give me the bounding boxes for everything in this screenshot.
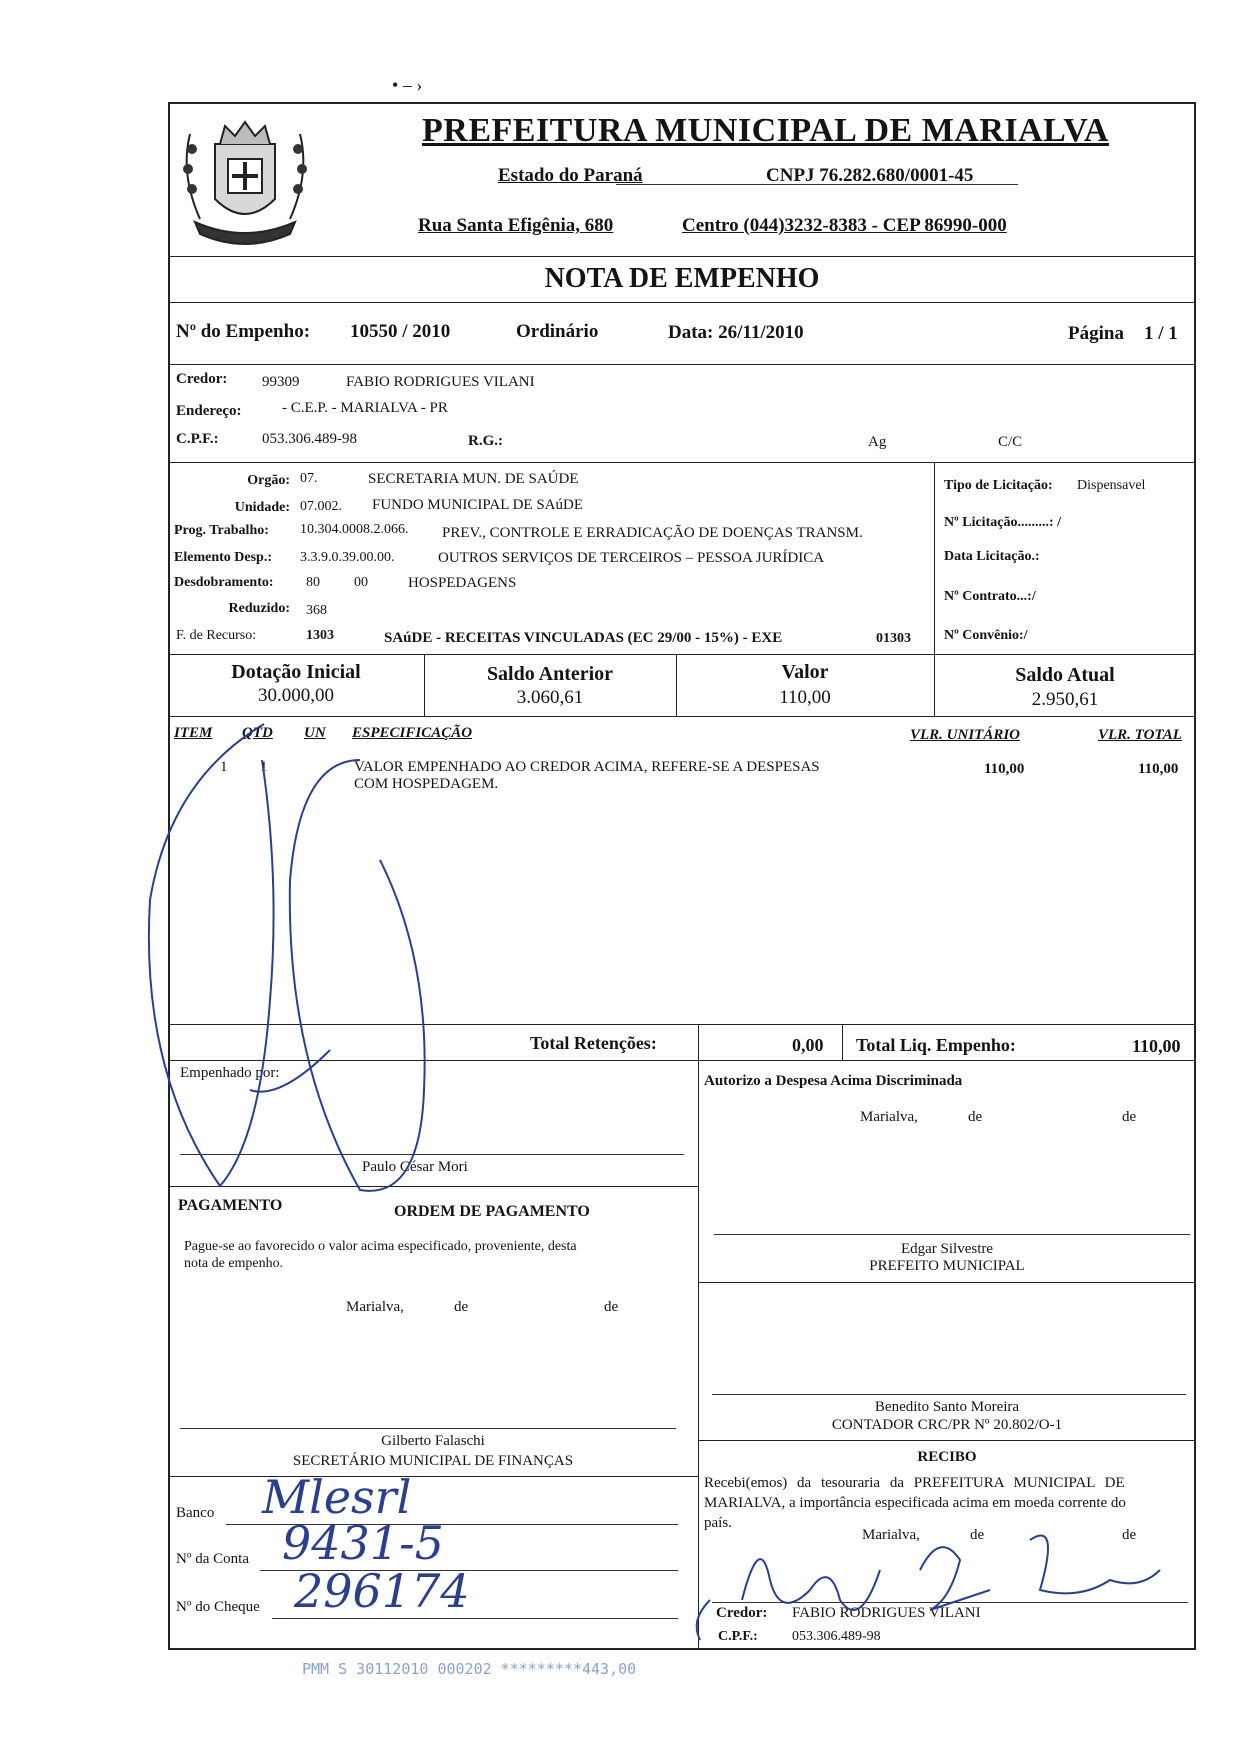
recibo-de1: de: [970, 1527, 985, 1543]
row-item: 1: [220, 759, 228, 775]
page-value: 1 / 1: [1144, 323, 1178, 344]
cc-label: C/C: [998, 434, 1023, 450]
ag-label: Ag: [868, 434, 887, 450]
unidade-label: Unidade:: [234, 500, 290, 515]
ordem-pagamento-label: ORDEM DE PAGAMENTO: [394, 1203, 590, 1220]
tipo-licitacao-value: Dispensavel: [1077, 478, 1146, 493]
numero-contrato: Nº Contrato...:/: [944, 589, 1036, 604]
recibo-text-line1: Recebi(emos) da tesouraria da PREFEITURA MUNICIPAL DE: [704, 1475, 1125, 1491]
numero-licitacao: Nº Licitação.........: /: [944, 515, 1061, 530]
col-qtd: QTD: [242, 725, 273, 741]
liquido-value: 110,00: [1132, 1036, 1181, 1056]
recibo-de2: de: [1122, 1527, 1137, 1543]
recibo-credor-name: FABIO RODRIGUES VILANI: [792, 1605, 981, 1621]
row-total-value: 110,00: [1138, 761, 1179, 777]
dotacao-value: 30.000,00: [258, 685, 334, 706]
prefeito-name: Edgar Silvestre: [900, 1241, 994, 1257]
col-vlr-total: VLR. TOTAL: [1098, 727, 1182, 743]
contador-role: CONTADOR CRC/PR Nº 20.802/O-1: [831, 1417, 1063, 1433]
credor-label: Credor:: [176, 371, 228, 387]
recibo-text-line3: país.: [704, 1515, 732, 1531]
credor-code: 99309: [262, 374, 300, 390]
fonte-number: 01303: [876, 631, 911, 646]
row-qtd: 1: [260, 759, 268, 775]
retencoes-label: Total Retenções:: [530, 1033, 657, 1053]
recibo-cpf-label: C.P.F.:: [718, 1629, 758, 1644]
prog-name: PREV., CONTROLE E ERRADICAÇÃO DE DOENÇAS TRANSM.: [442, 525, 863, 541]
unidade-name: FUNDO MUNICIPAL DE SAúDE: [372, 497, 583, 513]
bank-stamp: PMM S 30112010 000202 *********443,00: [302, 1660, 637, 1678]
prefeito-role: PREFEITO MUNICIPAL: [869, 1258, 1025, 1274]
empenho-number: 10550 / 2010: [350, 321, 451, 342]
recibo-city: Marialva,: [862, 1527, 920, 1543]
autorizo-label: Autorizo a Despesa Acima Discriminada: [704, 1073, 963, 1089]
cheque-handwritten: 296174: [294, 1564, 470, 1618]
valor-value: 110,00: [779, 687, 831, 708]
empenho-date: Data: 26/11/2010: [668, 322, 804, 343]
conta-label: Nº da Conta: [176, 1551, 249, 1567]
prog-code: 10.304.0008.2.066.: [300, 522, 409, 537]
dotacao-label: Dotação Inicial: [231, 661, 361, 683]
desdobramento-name: HOSPEDAGENS: [408, 575, 517, 591]
endereco-label: Endereço:: [176, 403, 242, 419]
col-item: ITEM: [174, 725, 213, 741]
desdobramento-a: 80: [306, 575, 320, 590]
contador-name: Benedito Santo Moreira: [874, 1399, 1020, 1415]
empenhado-signer: Paulo César Mori: [362, 1159, 468, 1175]
banco-label: Banco: [176, 1505, 215, 1521]
municipality-title: PREFEITURA MUNICIPAL DE MARIALVA: [422, 112, 1109, 149]
retencoes-value: 0,00: [792, 1035, 824, 1055]
empenho-type: Ordinário: [516, 321, 599, 342]
saldo-atual-label: Saldo Atual: [1015, 664, 1115, 686]
row-desc-line2: COM HOSPEDAGEM.: [354, 776, 499, 792]
recibo-text-line2: MARIALVA, a importância especificada acima em moeda corrente do: [704, 1495, 1126, 1511]
saldo-atual-value: 2.950,61: [1031, 689, 1099, 710]
recibo-credor-label: Credor:: [716, 1605, 768, 1621]
tipo-licitacao-label: Tipo de Licitação:: [944, 478, 1053, 493]
unidade-code: 07.002.: [300, 499, 342, 514]
autorizo-de1: de: [968, 1109, 983, 1125]
fonte-label: F. de Recurso:: [176, 628, 257, 643]
autorizo-de2: de: [1122, 1109, 1137, 1125]
row-unit-value: 110,00: [984, 761, 1025, 777]
address-contact: Centro (044)3232-8383 - CEP 86990-000: [682, 215, 1007, 236]
cpf-label: C.P.F.:: [176, 431, 219, 447]
orgao-name: SECRETARIA MUN. DE SAÚDE: [368, 471, 579, 487]
elemento-label: Elemento Desp.:: [174, 550, 272, 565]
orgao-label: Orgão:: [247, 473, 290, 488]
document-title: NOTA DE EMPENHO: [544, 263, 820, 294]
reduzido-value: 368: [306, 603, 327, 618]
fonte-code: 1303: [306, 628, 334, 643]
desdobramento-label: Desdobramento:: [174, 575, 274, 590]
prog-label: Prog. Trabalho:: [174, 523, 269, 538]
cnpj-label: CNPJ 76.282.680/0001-45: [766, 165, 974, 186]
banco-handwritten: Mlesrl: [262, 1470, 412, 1524]
pagamento-text-line1: Pague-se ao favorecido o valor acima especificado, proveniente, desta: [184, 1239, 577, 1254]
empenho-number-label: Nº do Empenho:: [176, 321, 311, 342]
recibo-label: RECIBO: [917, 1449, 977, 1465]
pagamento-de2: de: [604, 1299, 619, 1315]
desdobramento-b: 00: [354, 575, 368, 590]
address-street: Rua Santa Efigênia, 680: [418, 215, 614, 236]
state-label: Estado do Paraná: [498, 165, 643, 186]
reduzido-label: Reduzido:: [228, 601, 290, 616]
elemento-name: OUTROS SERVIÇOS DE TERCEIROS – PESSOA JURÍDICA: [438, 550, 825, 566]
row-desc-line1: VALOR EMPENHADO AO CREDOR ACIMA, REFERE-SE A DESPESAS: [354, 759, 820, 775]
secretario-name: Gilberto Falaschi: [381, 1433, 485, 1449]
pagamento-text-line2: nota de empenho.: [184, 1256, 284, 1271]
endereco-value: - C.E.P. - MARIALVA - PR: [282, 400, 448, 416]
cpf-value: 053.306.489-98: [262, 431, 357, 447]
empenhado-label: Empenhado por:: [180, 1065, 280, 1081]
col-vlr-unitario: VLR. UNITÁRIO: [910, 727, 1021, 743]
scan-mark: • ‒ ›: [392, 75, 423, 95]
col-un: UN: [304, 725, 326, 741]
numero-convenio: Nº Convênio:/: [944, 628, 1028, 643]
fonte-name: SAúDE - RECEITAS VINCULADAS (EC 29/00 - 15%) - EXE: [384, 630, 783, 646]
conta-handwritten: 9431-5: [282, 1516, 444, 1570]
orgao-code: 07.: [300, 471, 318, 486]
liquido-label: Total Liq. Empenho:: [856, 1035, 1016, 1055]
cheque-label: Nº do Cheque: [176, 1599, 260, 1615]
rg-label: R.G.:: [468, 433, 503, 449]
secretario-role: SECRETÁRIO MUNICIPAL DE FINANÇAS: [292, 1453, 574, 1469]
credor-name: FABIO RODRIGUES VILANI: [346, 374, 535, 390]
data-licitacao: Data Licitação.:: [944, 549, 1040, 564]
elemento-code: 3.3.9.0.39.00.00.: [300, 550, 395, 565]
pagamento-city: Marialva,: [346, 1299, 404, 1315]
saldo-anterior-value: 3.060,61: [516, 687, 584, 708]
valor-label: Valor: [781, 661, 829, 683]
col-especificacao: ESPECIFICAÇÃO: [352, 725, 473, 741]
recibo-cpf-value: 053.306.489-98: [792, 1629, 881, 1644]
autorizo-city: Marialva,: [860, 1109, 918, 1125]
pagamento-de1: de: [454, 1299, 469, 1315]
page-label: Página: [1068, 323, 1124, 344]
pagamento-label: PAGAMENTO: [178, 1197, 283, 1214]
saldo-anterior-label: Saldo Anterior: [486, 663, 614, 685]
